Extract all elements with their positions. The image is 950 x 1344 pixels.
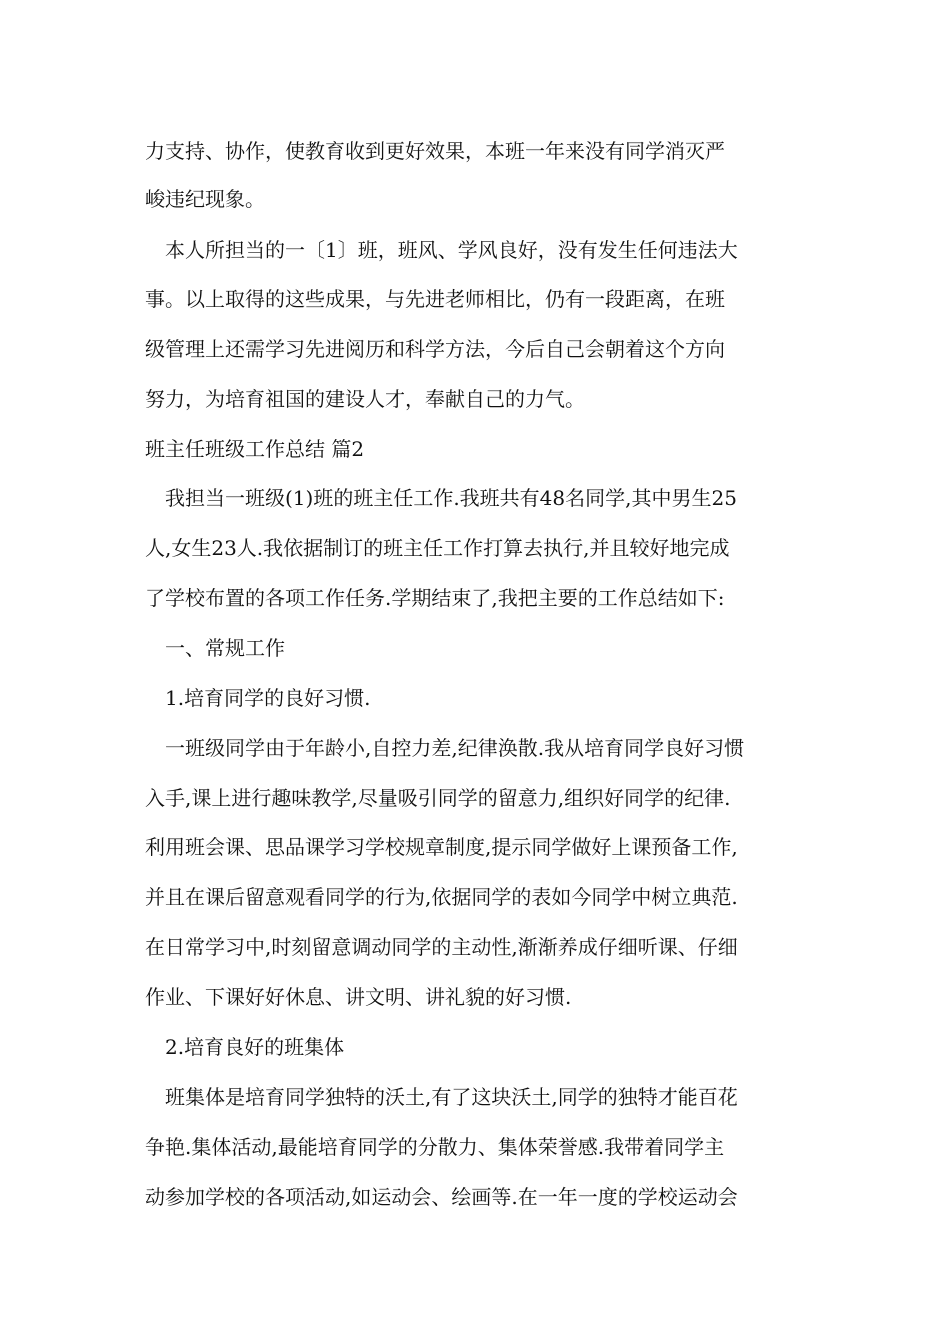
text-line-1: 力支持、协作，使教育收到更好效果，本班一年来没有同学消灭严 xyxy=(145,139,725,163)
text-line-21: 争艳.集体活动,最能培育同学的分散力、集体荣誉感.我带着同学主 xyxy=(145,1135,725,1159)
text-line-10: 了学校布置的各项工作任务.学期结束了,我把主要的工作总结如下: xyxy=(145,586,725,610)
text-line-6: 努力，为培育祖国的建设人才，奉献自己的力气。 xyxy=(145,387,585,411)
text-line-9: 人,女生23人.我依据制订的班主任工作打算去执行,并且较好地完成 xyxy=(145,536,730,560)
text-line-13: 一班级同学由于年龄小,自控力差,纪律涣散.我从培育同学良好习惯 xyxy=(165,736,745,760)
text-line-2: 峻违纪现象。 xyxy=(145,187,265,211)
text-line-5: 级管理上还需学习先进阅历和科学方法，今后自己会朝着这个方向 xyxy=(145,337,725,361)
text-line-4: 事。以上取得的这些成果，与先进老师相比，仍有一段距离，在班 xyxy=(145,287,725,311)
text-line-16: 并且在课后留意观看同学的行为,依据同学的表如今同学中树立典范. xyxy=(145,885,738,909)
subheading-habits: 1.培育同学的良好习惯. xyxy=(165,686,371,710)
text-line-8: 我担当一班级(1)班的班主任工作.我班共有48名同学,其中男生25 xyxy=(165,486,737,510)
subheading-routine-work: 一、常规工作 xyxy=(165,636,285,660)
section-heading: 班主任班级工作总结 篇2 xyxy=(145,437,365,461)
text-line-17: 在日常学习中,时刻留意调动同学的主动性,渐渐养成仔细听课、仔细 xyxy=(145,935,738,959)
text-line-14: 入手,课上进行趣味教学,尽量吸引同学的留意力,组织好同学的纪律. xyxy=(145,786,731,810)
text-line-18: 作业、下课好好休息、讲文明、讲礼貌的好习惯. xyxy=(145,985,572,1009)
subheading-class-collective: 2.培育良好的班集体 xyxy=(165,1035,345,1059)
text-line-22: 动参加学校的各项活动,如运动会、绘画等.在一年一度的学校运动会 xyxy=(145,1185,738,1209)
text-line-20: 班集体是培育同学独特的沃土,有了这块沃土,同学的独特才能百花 xyxy=(165,1085,738,1109)
text-line-3: 本人所担当的一〔1〕班，班风、学风良好，没有发生任何违法大 xyxy=(165,238,738,262)
text-line-15: 利用班会课、思品课学习学校规章制度,提示同学做好上课预备工作, xyxy=(145,835,738,859)
